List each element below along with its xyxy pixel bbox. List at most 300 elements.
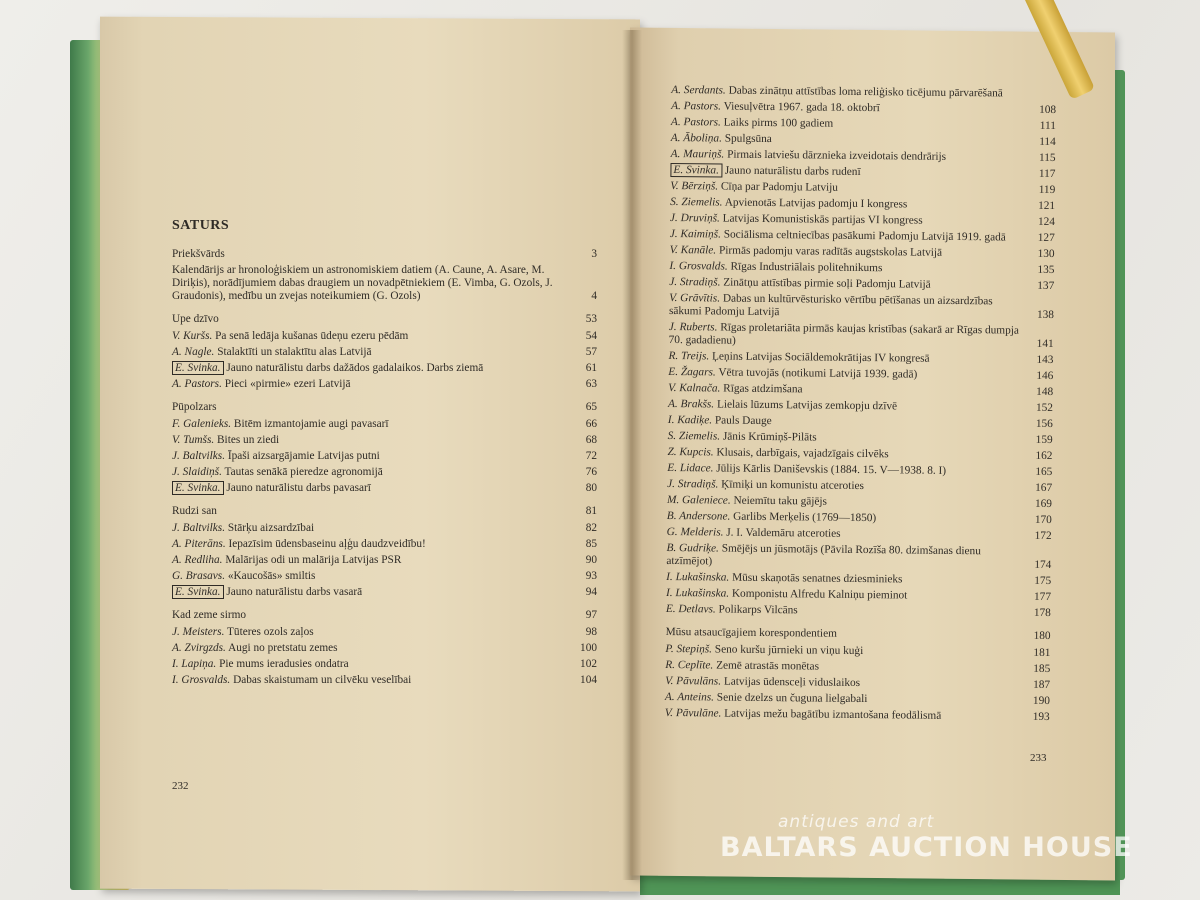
toc-author: E. Svinka. [172, 481, 224, 495]
toc-title: Pauls Dauge [714, 414, 772, 428]
toc-title: Seno kuršu jūrnieki un viņu kuģi [714, 643, 864, 658]
toc-title: «Kaucošās» smiltis [227, 570, 316, 582]
toc-author: B. Andersone. [666, 509, 731, 523]
toc-page: 72 [585, 450, 597, 462]
toc-page: 185 [1033, 662, 1051, 676]
toc-title: Ļeņins Latvijas Sociāldemokrātijas IV kongresā [711, 350, 930, 365]
toc-title: Zemē atrastās monētas [716, 659, 820, 673]
toc-entry [665, 691, 1050, 708]
toc-entry-text [671, 148, 1030, 165]
toc-author: I. Lukašinska. [666, 570, 730, 584]
toc-title: Latvijas Komunistiskās partijas VI kongress [722, 212, 923, 227]
toc-entry-text [670, 196, 1029, 213]
watermark [720, 812, 1133, 872]
toc-title: Tautas senākā pieredze agronomijā [224, 466, 383, 478]
toc-entry-text [172, 522, 571, 535]
toc-entry-text [671, 132, 1030, 149]
section-title: Rudzi san [172, 505, 217, 517]
toc-author: E. Žagars. [668, 365, 716, 379]
toc-entry [671, 116, 1056, 133]
toc-entry-text [669, 260, 1028, 277]
toc-entry [668, 430, 1053, 447]
toc-entry-text [665, 707, 1024, 724]
toc-author: A. Nagle. [172, 346, 215, 358]
toc-author: E. Svinka. [670, 163, 722, 178]
toc-author: S. Ziemelis. [670, 195, 723, 209]
toc-page: 127 [1037, 231, 1055, 245]
toc-title: Bites un ziedi [217, 434, 280, 446]
toc-page: 121 [1038, 199, 1056, 213]
section-page: 65 [585, 401, 597, 413]
toc-page: 181 [1033, 646, 1051, 660]
toc-entry-text [172, 554, 571, 567]
toc-entry-text [665, 643, 1024, 660]
left-toc [172, 218, 597, 690]
toc-entry [670, 196, 1055, 213]
toc-page: 167 [1035, 481, 1053, 495]
page-number-left: 232 [172, 780, 189, 792]
toc-author: A. Redliha. [172, 554, 223, 566]
toc-author: P. Stepiņš. [665, 642, 713, 656]
toc-title: Jūlijs Kārlis Daniševskis (1884. 15. V—1938. 8. I) [716, 462, 947, 477]
toc-title: Zinātņu attīstības pirmie soļi Padomju Latvijā [723, 276, 931, 291]
toc-title: Īpaši aizsargājamie Latvijas putni [227, 450, 380, 462]
toc-author: V. Pāvulāne. [664, 706, 722, 720]
toc-section [172, 313, 597, 326]
toc-section [172, 505, 597, 518]
toc-page: 124 [1037, 215, 1055, 229]
toc-entry-text [670, 164, 1029, 181]
toc-entry-text [670, 180, 1029, 197]
toc-page: 156 [1035, 417, 1053, 431]
toc-entry [670, 228, 1055, 245]
watermark-tagline: antiques and art [778, 812, 935, 832]
toc-page: 193 [1032, 710, 1050, 723]
toc-author: A. Brakšs. [667, 397, 715, 411]
toc-entry [665, 707, 1050, 724]
toc-entry [667, 462, 1052, 479]
toc-page: 175 [1034, 574, 1052, 588]
toc-entry [172, 362, 597, 375]
toc-title: Jauno naturālistu darbs pavasarī [226, 482, 371, 494]
toc-title: Neiemītu taku gājējs [733, 494, 828, 508]
toc-entry-text [172, 434, 571, 447]
toc-page: 90 [585, 554, 597, 566]
toc-entry [172, 674, 597, 687]
toc-entry [665, 659, 1050, 676]
toc-page: 108 [1039, 103, 1057, 117]
toc-title: Laiks pirms 100 gadiem [723, 116, 834, 130]
toc-entry [172, 522, 597, 535]
toc-entry-text [667, 510, 1026, 527]
toc-page: 66 [585, 418, 597, 430]
toc-entry-text [671, 116, 1030, 133]
toc-entry-text [670, 228, 1029, 245]
toc-page: 117 [1038, 167, 1056, 181]
toc-entry-text [666, 587, 1025, 604]
toc-entry-text [172, 330, 571, 343]
toc-entry [172, 466, 597, 479]
toc-entry [666, 587, 1051, 604]
toc-entry [172, 658, 597, 671]
toc-entry [669, 276, 1054, 293]
toc-section [172, 401, 597, 414]
toc-title: Latvijas mežu bagātību izmantošana feodālismā [724, 707, 942, 722]
toc-entry [665, 675, 1050, 692]
toc-entry-text [671, 84, 1030, 101]
toc-page: 63 [585, 378, 597, 390]
toc-entry-text [665, 659, 1024, 676]
toc-title: Tūteres ozols zaļos [227, 626, 314, 638]
toc-entry [668, 382, 1053, 399]
toc-page: 94 [585, 586, 597, 598]
toc-author: S. Ziemelis. [667, 429, 721, 443]
toc-author: R. Treijs. [668, 349, 710, 363]
toc-page: 187 [1033, 678, 1051, 692]
toc-entry [172, 346, 597, 359]
toc-page: 152 [1035, 401, 1054, 415]
toc-author: J. Baltvilks. [172, 522, 226, 534]
toc-title: Sociālisma celtniecības pasākumi Padomju Latvijā 1919. gadā [723, 228, 1006, 244]
toc-entry [172, 434, 597, 447]
toc-entry [669, 292, 1054, 322]
toc-author: E. Lidace. [667, 461, 714, 475]
toc-entry [671, 100, 1056, 117]
toc-title: Dabas un kultūrvēsturisko vērtību pētīšanas un aizsardzības sākumi Padomju Latvijā [668, 292, 993, 319]
toc-title: Stalaktīti un stalaktītu alas Latvijā [217, 346, 372, 358]
toc-entry-text [172, 482, 571, 495]
toc-entry-text [667, 446, 1026, 463]
toc-title: Pa senā ledāja kušanas ūdeņu ezeru pēdām [215, 330, 409, 342]
toc-entry [671, 84, 1056, 101]
toc-entry [668, 366, 1053, 383]
toc-author: F. Galenieks. [172, 418, 232, 430]
toc-entry-text [665, 675, 1024, 692]
toc-page: 98 [585, 626, 597, 638]
toc-author: I. Grosvalds. [669, 259, 728, 273]
toc-entry-text [668, 350, 1027, 367]
toc-page: 61 [585, 362, 597, 374]
toc-title: Bitēm izmantojamie augi pavasarī [233, 418, 389, 430]
toc-entry-text [172, 642, 571, 655]
toc-page: 102 [580, 658, 597, 670]
toc-page: 148 [1036, 385, 1054, 399]
toc-page: 146 [1036, 369, 1054, 383]
toc-entry [172, 642, 597, 655]
toc-author: V. Bērziņš. [670, 179, 719, 193]
toc-author: J. Druviņš. [669, 211, 720, 225]
toc-page: 177 [1033, 590, 1052, 604]
toc-author: E. Detlavs. [665, 602, 716, 616]
toc-title: Mūsu skaņotās senatnes dziesminieks [732, 571, 903, 586]
toc-page: 4 [591, 290, 597, 302]
section-title: Upe dzīvo [172, 313, 219, 325]
toc-author: Z. Kupcis. [667, 445, 714, 459]
toc-title: Klusais, darbīgais, vajadzīgais cilvēks [716, 446, 889, 461]
toc-page: 165 [1035, 465, 1053, 479]
toc-author: A. Mauriņš. [670, 147, 725, 161]
toc-entry-text [172, 418, 571, 431]
toc-author: V. Kalnača. [668, 381, 721, 395]
toc-author: I. Lukašinska. [665, 586, 730, 600]
toc-entry-text [172, 466, 571, 479]
toc-entry-text [666, 571, 1025, 588]
toc-title: Ķīmiķi un komunistu atceroties [721, 478, 864, 493]
toc-entry-text [666, 542, 1025, 572]
toc-entry [667, 526, 1052, 543]
toc-entry-text [669, 321, 1028, 351]
section-title: Pūpolzars [172, 401, 217, 413]
toc-entry-text [172, 346, 571, 359]
toc-entry [671, 132, 1056, 149]
toc-entry [172, 482, 597, 495]
toc-entry-text [668, 430, 1027, 447]
toc-title: Dabas zinātņu attīstības loma reliģisko ticējumu pārvarēšanā [728, 84, 1003, 100]
toc-title: Rīgas proletariāta pirmās kaujas kristības (sakarā ar Rīgas dumpja 70. gadadienu) [668, 321, 1019, 347]
section-page: 97 [585, 609, 597, 621]
toc-entry-text [669, 276, 1028, 293]
section-title: Kad zeme sirmo [172, 609, 247, 621]
toc-author: A. Zvirgzds. [172, 642, 226, 654]
toc-title: Jānis Krūmiņš-Pilāts [722, 430, 817, 444]
toc-page: 82 [585, 522, 597, 534]
toc-author: J. Kaimiņš. [669, 227, 722, 241]
toc-entry [667, 494, 1052, 511]
toc-entry [666, 603, 1051, 620]
toc-title: Jauno naturālistu darbs vasarā [226, 586, 363, 598]
toc-entry [671, 148, 1056, 165]
toc-title: Smējējs un jūsmotājs (Pāvila Rozīša 80. dzimšanas dienu atzīmējot) [666, 542, 981, 568]
toc-author: E. Svinka. [172, 585, 224, 599]
toc-section-korespondentiem [666, 626, 1051, 643]
toc-title: Polikarps Vilcāns [718, 603, 798, 617]
section-title: Mūsu atsaucīgajiem korespondentiem [665, 625, 837, 640]
toc-author: I. Lapiņa. [172, 658, 217, 670]
toc-entry [667, 446, 1052, 463]
toc-entry [172, 450, 597, 463]
toc-entry [670, 212, 1055, 229]
toc-page: 115 [1039, 151, 1056, 165]
toc-author: V. Grāvītis. [669, 291, 721, 305]
toc-entry [172, 418, 597, 431]
toc-author: M. Galeniece. [666, 493, 731, 507]
toc-title: Viesuļvētra 1967. gada 18. oktobrī [723, 100, 880, 115]
toc-entry-text [668, 398, 1027, 415]
toc-entry [668, 350, 1053, 367]
toc-title: Cīņa par Padomju Latviju [720, 180, 839, 194]
toc-author: A. Āboliņa. [670, 131, 723, 145]
toc-title: Dabas skaistumam un cilvēku veselībai [233, 674, 412, 686]
toc-entry-text [172, 674, 571, 687]
toc-entry [670, 244, 1055, 261]
toc-title: Kalendārijs ar hronoloģiskiem un astronomiskiem datiem (A. Caune, A. Asare, M. Diriķis), norādījumiem dabas draugiem un novadpētniekiem (E. Vimba, G. Ozols, J. Graudonis), medību un zvejas noteikumiem (G. Ozols) [172, 264, 553, 302]
toc-author: A. Serdants. [671, 84, 726, 97]
toc-entry [172, 378, 597, 391]
toc-author: G. Brasavs. [172, 570, 226, 582]
toc-entry [172, 538, 597, 551]
toc-title: J. I. Valdemāru atceroties [726, 526, 841, 540]
toc-title: Apvienotās Latvijas padomju I kongress [724, 196, 908, 211]
toc-page: 57 [585, 346, 597, 358]
toc-page: 93 [585, 570, 597, 582]
watermark-brand: BALTARS AUCTION HOUSE [720, 832, 1133, 863]
toc-entry-text [670, 212, 1029, 229]
toc-author: A. Piterāns. [172, 538, 226, 550]
toc-author: J. Meisters. [172, 626, 225, 638]
toc-author: J. Stradiņš. [667, 477, 719, 491]
toc-title: Jauno naturālistu darbs dažādos gadalaikos. Darbs ziemā [226, 362, 484, 374]
toc-title: Pie mums ieradusies ondatra [219, 658, 349, 670]
toc-entry-text [667, 462, 1026, 479]
right-entries-b [665, 643, 1051, 724]
toc-page: 104 [580, 674, 597, 686]
toc-entry [669, 260, 1054, 277]
toc-page: 138 [1036, 308, 1055, 322]
toc-entry-text [172, 248, 571, 261]
toc-title: Spulgsūna [724, 132, 772, 146]
toc-entry-text [172, 378, 571, 391]
toc-page: 174 [1034, 558, 1052, 572]
toc-entry [666, 542, 1051, 572]
toc-entry [665, 643, 1050, 660]
toc-entry [667, 510, 1052, 527]
toc-author: V. Kanāle. [669, 243, 717, 257]
toc-entry-text [668, 366, 1027, 383]
toc-title: Pirmais latviešu dārznieka izveidotais dendrārijs [727, 148, 947, 163]
toc-page: 137 [1037, 279, 1055, 293]
toc-author: G. Melderis. [666, 525, 724, 539]
toc-title: Malārijas odi un malārija Latvijas PSR [225, 554, 402, 566]
right-toc [665, 84, 1057, 727]
book-gutter [622, 30, 642, 880]
toc-page: 172 [1034, 529, 1052, 543]
toc-entry [172, 626, 597, 639]
toc-entry-text [172, 626, 571, 639]
toc-title: Latvijas ūdensceļi viduslaikos [723, 675, 861, 690]
toc-entry-text [670, 244, 1029, 261]
toc-title: Senie dzelzs un čuguna lielgabali [716, 691, 868, 706]
toc-entry-text [172, 586, 571, 599]
toc-title: Rīgas atdzimšana [723, 382, 803, 396]
toc-section [172, 609, 597, 622]
toc-page: 169 [1034, 497, 1053, 511]
toc-page: 170 [1034, 513, 1052, 527]
toc-entry [670, 164, 1055, 181]
toc-entry-text [172, 362, 571, 375]
toc-author: I. Kadiķe. [667, 413, 713, 427]
toc-title: Lielais lūzums Latvijas zemkopju dzīvē [716, 398, 898, 413]
toc-entry [666, 571, 1051, 588]
left-sections [172, 248, 597, 687]
toc-author: J. Ruberts. [668, 320, 718, 334]
toc-page: 85 [585, 538, 597, 550]
toc-title: Komponistu Alfredu Kalniņu pieminot [731, 587, 908, 602]
toc-page: 114 [1039, 135, 1056, 149]
toc-author: A. Pastors. [172, 378, 222, 390]
toc-entry [669, 321, 1054, 351]
toc-page: 135 [1037, 263, 1055, 277]
toc-title: Pieci «pirmie» ezeri Latvijā [224, 378, 351, 390]
toc-entry-text [667, 526, 1026, 543]
toc-page: 111 [1039, 119, 1057, 133]
toc-page: 178 [1033, 606, 1051, 620]
toc-page: 119 [1038, 183, 1056, 197]
toc-entry-text [669, 292, 1028, 322]
toc-title: Pirmās padomju varas radītās augstskolas Latvijā [718, 244, 943, 259]
toc-author: R. Ceplīte. [665, 658, 714, 672]
right-entries-a [666, 84, 1057, 620]
toc-title: Augi no pretstatu zemes [228, 642, 338, 654]
section-page: 180 [1033, 629, 1051, 643]
toc-entry-text [172, 538, 571, 551]
toc-author: E. Svinka. [172, 361, 224, 375]
toc-entry [667, 478, 1052, 495]
toc-author: A. Pastors. [671, 100, 722, 113]
toc-entry-text [172, 264, 571, 303]
toc-entry-text [172, 658, 571, 671]
toc-entry-text [671, 100, 1030, 117]
toc-entry [172, 554, 597, 567]
toc-author: I. Grosvalds. [172, 674, 231, 686]
toc-heading: SATURS [172, 218, 230, 233]
toc-page: 141 [1036, 337, 1054, 351]
toc-page: 54 [585, 330, 597, 342]
toc-page: 76 [585, 466, 597, 478]
toc-page: 68 [585, 434, 597, 446]
toc-entry-text [668, 382, 1027, 399]
page-number-right: 233 [1030, 752, 1047, 764]
toc-entry [668, 414, 1053, 431]
toc-entry-text [172, 450, 571, 463]
section-page: 81 [585, 505, 597, 517]
toc-entry-text [172, 570, 571, 583]
toc-entry-text [668, 414, 1027, 431]
toc-entry [172, 248, 597, 261]
toc-author: A. Anteins. [664, 690, 715, 704]
toc-entry [172, 570, 597, 583]
toc-page: 100 [580, 642, 597, 654]
toc-entry-text [667, 494, 1026, 511]
toc-title: Rīgas Industriālais politehnikums [730, 260, 883, 275]
toc-page: 159 [1035, 433, 1053, 447]
toc-title: Iepazīsim ūdensbaseinu aļģu daudzveidību! [228, 538, 426, 550]
toc-page: 143 [1036, 353, 1054, 367]
toc-entry [172, 330, 597, 343]
toc-title: Stārķu aizsardzībai [227, 522, 315, 534]
toc-page: 80 [585, 482, 597, 494]
toc-page: 162 [1035, 449, 1053, 463]
toc-entry [668, 398, 1053, 415]
toc-entry-text [667, 478, 1026, 495]
toc-page: 3 [591, 248, 597, 260]
toc-title: Vētra tuvojās (notikumi Latvijā 1939. gadā) [718, 366, 918, 381]
toc-author: V. Kuršs. [172, 330, 213, 342]
toc-author: J. Stradiņš. [669, 275, 721, 289]
section-page: 53 [585, 313, 597, 325]
toc-entry-text [665, 691, 1024, 708]
toc-author: V. Pāvulāns. [665, 674, 722, 688]
toc-entry [172, 264, 597, 303]
toc-author: J. Slaidiņš. [172, 466, 222, 478]
toc-entry [172, 586, 597, 599]
toc-entry [670, 180, 1055, 197]
toc-author: V. Tumšs. [172, 434, 215, 446]
toc-title: Jauno naturālistu darbs rudenī [724, 164, 861, 178]
toc-author: B. Gudriķe. [666, 541, 719, 555]
toc-title: Priekšvārds [172, 248, 225, 260]
toc-title: Garlibs Merķelis (1769—1850) [733, 510, 877, 525]
toc-author: A. Pastors. [670, 115, 721, 129]
